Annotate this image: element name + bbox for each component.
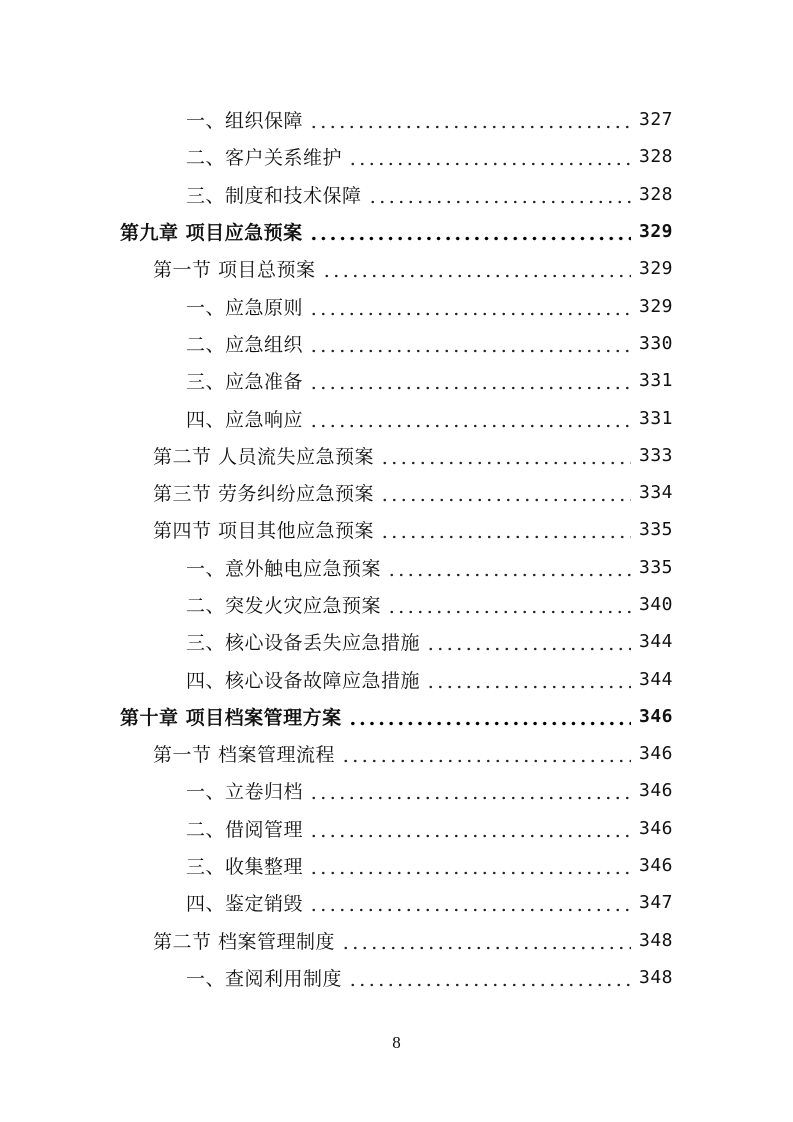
toc-entry[interactable] <box>0 959 793 996</box>
toc-entry-title: 一、应急原则 <box>186 296 304 319</box>
toc-entry-page: 330 <box>638 332 673 354</box>
toc-entry[interactable] <box>0 772 793 809</box>
toc-section-title: 第二节 人员流失应急预案 <box>153 445 375 468</box>
toc-dot-leader <box>368 185 631 204</box>
toc-entry-title: 二、借阅管理 <box>186 818 304 841</box>
toc-dot-leader <box>309 371 631 390</box>
toc-dot-leader <box>309 409 631 428</box>
toc-dot-leader <box>380 446 631 465</box>
toc-entry-title: 四、核心设备故障应急措施 <box>186 669 421 692</box>
toc-section-page: 329 <box>638 258 673 280</box>
toc-entry-page: 344 <box>638 631 673 653</box>
toc-entry[interactable] <box>0 325 793 362</box>
table-of-contents <box>0 101 793 996</box>
toc-entry-title: 二、突发火灾应急预案 <box>186 595 382 617</box>
toc-section-page: 333 <box>638 444 673 466</box>
toc-dot-leader <box>341 744 631 763</box>
toc-section-title: 第四节 项目其他应急预案 <box>153 520 375 543</box>
toc-entry[interactable] <box>0 884 793 921</box>
toc-section-title: 第二节 档案管理制度 <box>153 930 336 953</box>
toc-entry-title: 一、组织保障 <box>186 110 304 133</box>
toc-chapter-title: 第九章 项目应急预案 <box>120 222 303 245</box>
toc-entry-page: 327 <box>638 109 673 131</box>
toc-entry-page: 344 <box>638 668 673 690</box>
toc-chapter-entry[interactable] <box>0 213 793 250</box>
toc-entry[interactable] <box>0 138 793 175</box>
toc-dot-leader <box>348 968 631 987</box>
toc-entry[interactable] <box>0 101 793 138</box>
toc-section-title: 第三节 劳务纠纷应急预案 <box>153 483 375 506</box>
toc-dot-leader <box>309 222 631 241</box>
toc-dot-leader <box>380 520 631 539</box>
toc-entry-title: 一、立卷归档 <box>186 781 304 804</box>
toc-dot-leader <box>309 110 631 129</box>
toc-section-page: 348 <box>638 929 673 951</box>
toc-entry[interactable] <box>0 549 793 586</box>
toc-entry-title: 三、核心设备丢失应急措施 <box>186 632 421 655</box>
toc-entry-title: 四、应急响应 <box>186 408 304 431</box>
toc-entry-page: 335 <box>638 556 673 578</box>
toc-entry-title: 二、应急组织 <box>186 333 304 356</box>
toc-section-entry[interactable] <box>0 474 793 511</box>
toc-entry-page: 331 <box>638 370 673 392</box>
toc-dot-leader <box>322 259 631 278</box>
toc-section-title: 第一节 档案管理流程 <box>153 744 336 767</box>
toc-entry[interactable] <box>0 176 793 213</box>
toc-entry-title: 三、制度和技术保障 <box>186 184 362 207</box>
toc-section-entry[interactable] <box>0 250 793 287</box>
page-number: 8 <box>392 1033 401 1052</box>
toc-dot-leader <box>309 334 631 353</box>
toc-section-page: 335 <box>638 519 673 541</box>
toc-entry[interactable] <box>0 810 793 847</box>
toc-section-entry[interactable] <box>0 735 793 772</box>
toc-chapter-title: 第十章 项目档案管理方案 <box>120 706 342 729</box>
toc-entry-page: 340 <box>638 594 673 615</box>
toc-dot-leader <box>341 931 631 950</box>
toc-dot-leader <box>380 483 631 502</box>
toc-entry[interactable] <box>0 623 793 660</box>
toc-chapter-entry[interactable] <box>0 698 793 735</box>
toc-dot-leader <box>309 781 631 800</box>
toc-dot-leader <box>426 632 631 651</box>
toc-chapter-page: 346 <box>638 705 673 727</box>
toc-entry-page: 346 <box>638 780 673 802</box>
toc-entry-page: 331 <box>638 407 673 429</box>
toc-entry-page: 348 <box>638 966 673 988</box>
toc-entry[interactable] <box>0 362 793 399</box>
toc-entry-title: 三、应急准备 <box>186 371 304 394</box>
toc-entry[interactable] <box>0 660 793 697</box>
toc-entry-page: 328 <box>638 183 673 205</box>
toc-section-title: 第一节 项目总预案 <box>153 259 316 282</box>
toc-dot-leader <box>309 893 631 912</box>
toc-dot-leader <box>426 670 631 689</box>
toc-entry-title: 四、鉴定销毁 <box>186 893 304 916</box>
toc-dot-leader <box>309 856 631 875</box>
toc-dot-leader <box>348 147 631 166</box>
toc-entry-page: 329 <box>638 295 673 317</box>
toc-entry-page: 328 <box>638 146 673 168</box>
toc-dot-leader <box>387 595 631 614</box>
toc-section-entry[interactable] <box>0 922 793 959</box>
toc-section-page: 346 <box>638 743 673 765</box>
toc-entry-page: 346 <box>638 855 673 877</box>
toc-entry[interactable] <box>0 399 793 436</box>
toc-entry-title: 三、收集整理 <box>186 856 304 879</box>
toc-entry[interactable] <box>0 287 793 324</box>
toc-dot-leader <box>309 297 631 316</box>
toc-entry-title: 二、客户关系维护 <box>186 147 343 170</box>
toc-entry-title: 一、意外触电应急预案 <box>186 557 382 580</box>
toc-dot-leader <box>348 707 631 726</box>
toc-section-page: 334 <box>638 482 673 504</box>
toc-dot-leader <box>309 819 631 838</box>
toc-entry-title: 一、查阅利用制度 <box>186 967 343 990</box>
toc-entry[interactable] <box>0 847 793 884</box>
toc-entry-page: 347 <box>638 892 673 914</box>
toc-entry[interactable] <box>0 586 793 623</box>
toc-entry-page: 346 <box>638 817 673 839</box>
toc-section-entry[interactable] <box>0 511 793 548</box>
toc-chapter-page: 329 <box>638 221 673 243</box>
toc-dot-leader <box>387 558 631 577</box>
toc-section-entry[interactable] <box>0 437 793 474</box>
